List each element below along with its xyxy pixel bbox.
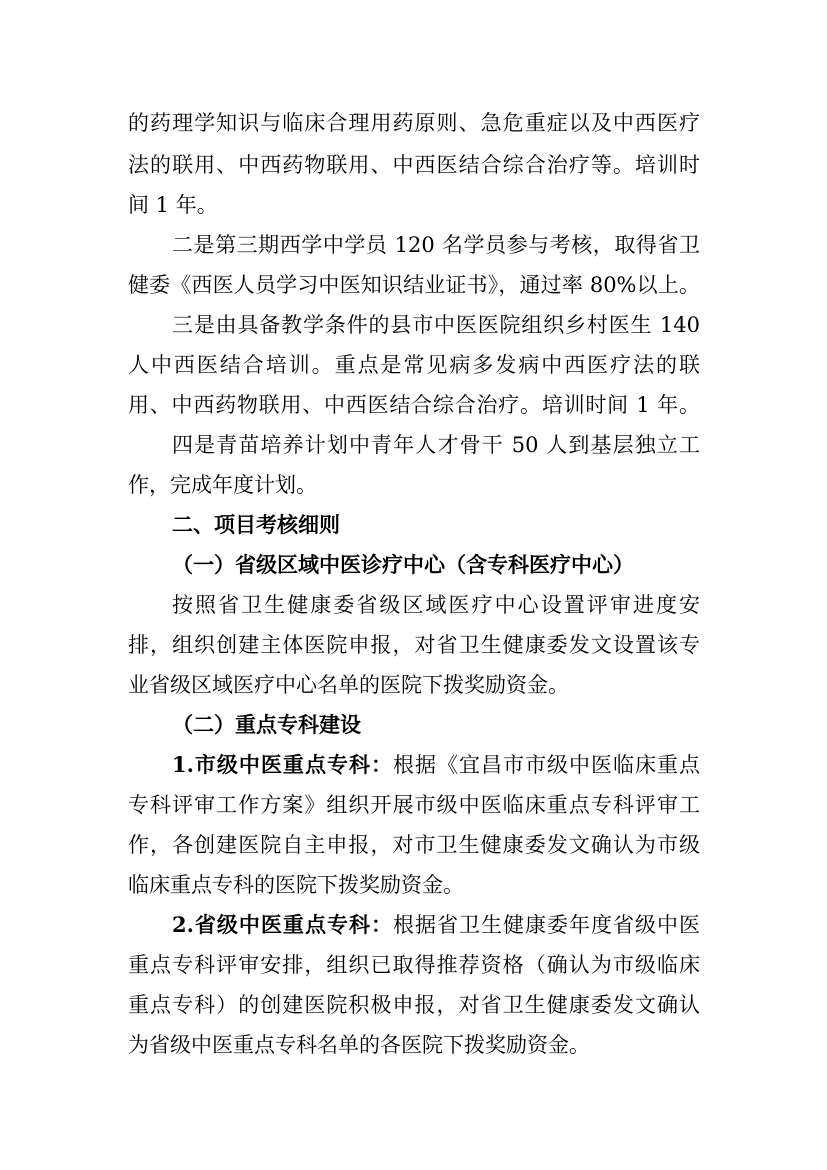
body-text-line: 临床重点专科的医院下拨奖励资金。: [128, 873, 464, 897]
body-text-line: 间 1 年。: [128, 193, 218, 217]
section-heading: 二、项目考核细则: [172, 512, 340, 537]
body-text-line: 按照省卫生健康委省级区域医疗中心设置评审进度安: [172, 593, 700, 617]
body-text-line: 重点专科）的创建医院积极申报，对省卫生健康委发文确认: [128, 993, 700, 1017]
body-text-line: 三是由具备教学条件的县市中医医院组织乡村医生 140: [172, 313, 700, 337]
subsection-heading: （一）省级区域中医诊疗中心（含专科医疗中心）: [172, 552, 634, 577]
body-text-line: 法的联用、中西药物联用、中西医结合综合治疗等。培训时: [128, 153, 700, 177]
body-text-line: 业省级区域医疗中心名单的医院下拨奖励资金。: [128, 673, 569, 697]
body-text-line: 人中西医结合培训。重点是常见病多发病中西医疗法的联: [128, 353, 700, 377]
subsection-heading: （二）重点专科建设: [172, 712, 361, 737]
body-text-line: [172, 750, 700, 780]
item-text: 根据省卫生健康委年度省级中医: [392, 913, 700, 937]
body-text-line: 四是青苗培养计划中青年人才骨干 50 人到基层独立工: [172, 433, 700, 457]
body-text-line: 作，完成年度计划。: [128, 473, 317, 497]
body-text-line: 重点专科评审安排，组织已取得推荐资格（确认为市级临床: [128, 953, 700, 977]
item-lead: 2.省级中医重点专科：: [172, 912, 393, 937]
body-text-line: 的药理学知识与临床合理用药原则、急危重症以及中西医疗: [128, 111, 700, 135]
body-text-line: 排，组织创建主体医院申报，对省卫生健康委发文设置该专: [128, 633, 700, 657]
body-text-line: [172, 910, 700, 940]
body-text-line: 为省级中医重点专科名单的各医院下拨奖励资金。: [128, 1033, 590, 1057]
body-text-line: 用、中西药物联用、中西医结合综合治疗。培训时间 1 年。: [128, 393, 700, 417]
item-lead: 1.市级中医重点专科：: [172, 752, 393, 777]
body-text-line: 健委《西医人员学习中医知识结业证书》，通过率 80%以上。: [128, 273, 700, 297]
item-text: 根据《宜昌市市级中医临床重点: [392, 753, 700, 777]
body-text-line: 二是第三期西学中学员 120 名学员参与考核，取得省卫: [172, 233, 700, 257]
body-text-line: 专科评审工作方案》组织开展市级中医临床重点专科评审工: [128, 793, 700, 817]
body-text-line: 作，各创建医院自主申报，对市卫生健康委发文确认为市级: [128, 833, 700, 857]
